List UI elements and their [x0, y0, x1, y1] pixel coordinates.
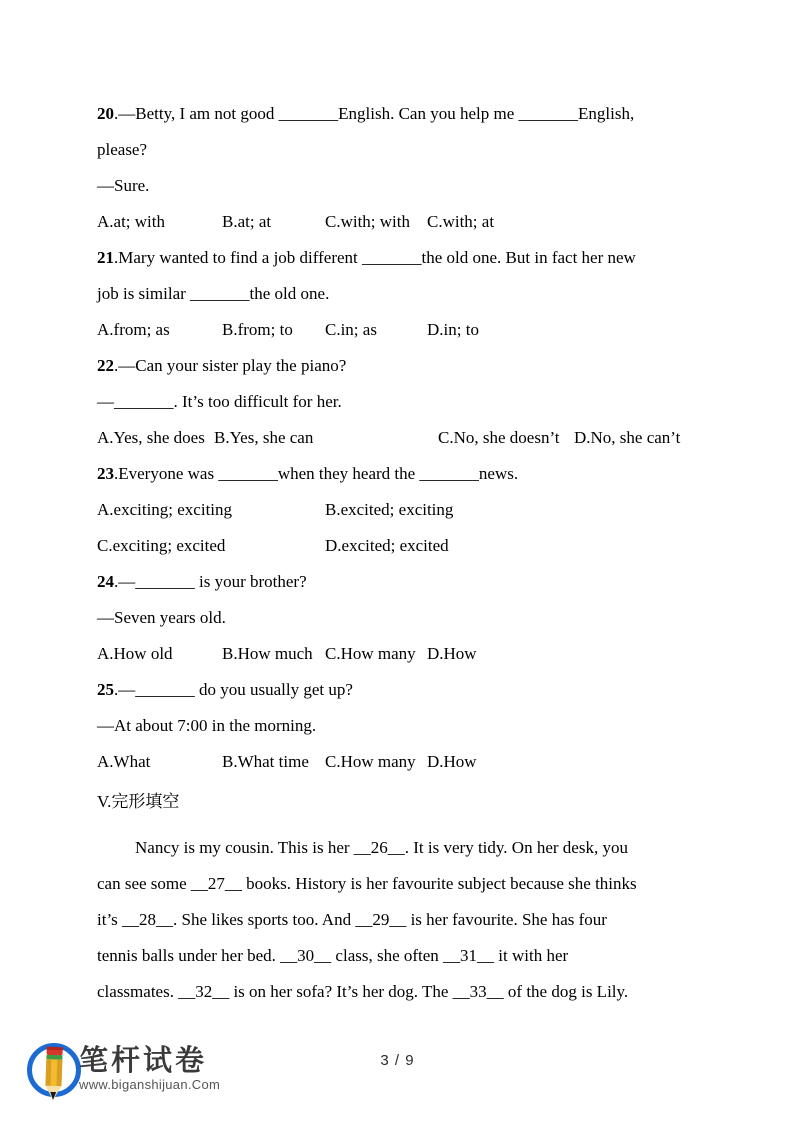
- option-d: D.How: [427, 752, 477, 771]
- question-text-line: [97, 348, 757, 384]
- question-text-line: [97, 96, 757, 132]
- option-a: A.exciting; exciting: [97, 500, 233, 519]
- cloze-line: can see some __27__ books. History is her favourite subject because she thinks: [97, 874, 637, 893]
- question-25: [97, 672, 757, 780]
- option-c: C.in; as: [325, 320, 377, 339]
- options-row: [97, 636, 757, 672]
- options-row: [97, 492, 757, 528]
- question-21: [97, 240, 757, 348]
- question-22: [97, 348, 757, 456]
- option-b: B.Yes, she can: [214, 428, 314, 447]
- option-a: A.from; as: [97, 320, 170, 339]
- option-a: A.What: [97, 752, 151, 771]
- question-text: .—Betty, I am not good _______English. Can you help me _______English,: [114, 104, 635, 123]
- option-c: C.How many: [325, 752, 416, 771]
- options-row: [97, 744, 757, 780]
- question-text: .Mary wanted to find a job different _______the old one. But in fact her new: [114, 248, 636, 267]
- brand-name: 笔杆试卷: [79, 1045, 208, 1077]
- question-text-line: [97, 240, 757, 276]
- question-text: .—_______ do you usually get up?: [114, 680, 353, 699]
- option-b: B.What time: [222, 752, 309, 771]
- option-c: C.exciting; excited: [97, 536, 226, 555]
- option-d: D.No, she can’t: [574, 428, 681, 447]
- answer-line: —Seven years old.: [97, 608, 226, 627]
- question-text-line: [97, 564, 757, 600]
- option-d: D.How: [427, 644, 477, 663]
- question-number: 24: [97, 572, 114, 591]
- cloze-passage: [97, 830, 757, 1010]
- cloze-line: Nancy is my cousin. This is her __26__. It is very tidy. On her desk, you: [135, 838, 628, 857]
- question-24: [97, 564, 757, 672]
- question-text-line: [97, 672, 757, 708]
- cloze-line: classmates. __32__ is on her sofa? It’s her dog. The __33__ of the dog is Lily.: [97, 982, 629, 1001]
- answer-line: —At about 7:00 in the morning.: [97, 716, 317, 735]
- option-b: B.from; to: [222, 320, 293, 339]
- cloze-line: tennis balls under her bed. __30__ class, she often __31__ it with her: [97, 946, 569, 965]
- option-a: A.How old: [97, 644, 173, 663]
- exam-content: [97, 96, 757, 1010]
- options-row: [97, 204, 757, 240]
- options-row: [97, 528, 757, 564]
- question-text: .—Can your sister play the piano?: [114, 356, 347, 375]
- option-a: A.at; with: [97, 212, 165, 231]
- question-number: 21: [97, 248, 114, 267]
- option-c: C.with; with: [325, 212, 411, 231]
- question-23: [97, 456, 757, 564]
- question-number: 23: [97, 464, 114, 483]
- question-text-line: please?: [97, 140, 148, 159]
- cloze-line: it’s __28__. She likes sports too. And __29__ is her favourite. She has four: [97, 910, 607, 929]
- option-c: C.No, she doesn’t: [438, 428, 560, 447]
- brand-url: www.biganshijuan.Com: [79, 1077, 221, 1092]
- option-d: D.excited; excited: [325, 536, 449, 555]
- question-text: .—_______ is your brother?: [114, 572, 307, 591]
- question-text: .Everyone was _______when they heard the _______news.: [114, 464, 519, 483]
- question-number: 25: [97, 680, 114, 699]
- answer-line: —_______. It’s too difficult for her.: [97, 392, 342, 411]
- page-number: 3 / 9: [380, 1052, 415, 1069]
- question-20: [97, 96, 757, 240]
- option-c: C.How many: [325, 644, 416, 663]
- option-b: B.excited; exciting: [325, 500, 454, 519]
- option-d: C.with; at: [427, 212, 495, 231]
- question-number: 22: [97, 356, 114, 375]
- section-heading: V.完形填空: [97, 792, 180, 811]
- option-b: B.How much: [222, 644, 313, 663]
- option-d: D.in; to: [427, 320, 479, 339]
- question-text-line: job is similar _______the old one.: [97, 284, 330, 303]
- answer-line: —Sure.: [97, 176, 150, 195]
- option-a: A.Yes, she does: [97, 428, 205, 447]
- question-text-line: [97, 456, 757, 492]
- option-b: B.at; at: [222, 212, 272, 231]
- options-row: [97, 420, 757, 456]
- options-row: [97, 312, 757, 348]
- question-number: 20: [97, 104, 114, 123]
